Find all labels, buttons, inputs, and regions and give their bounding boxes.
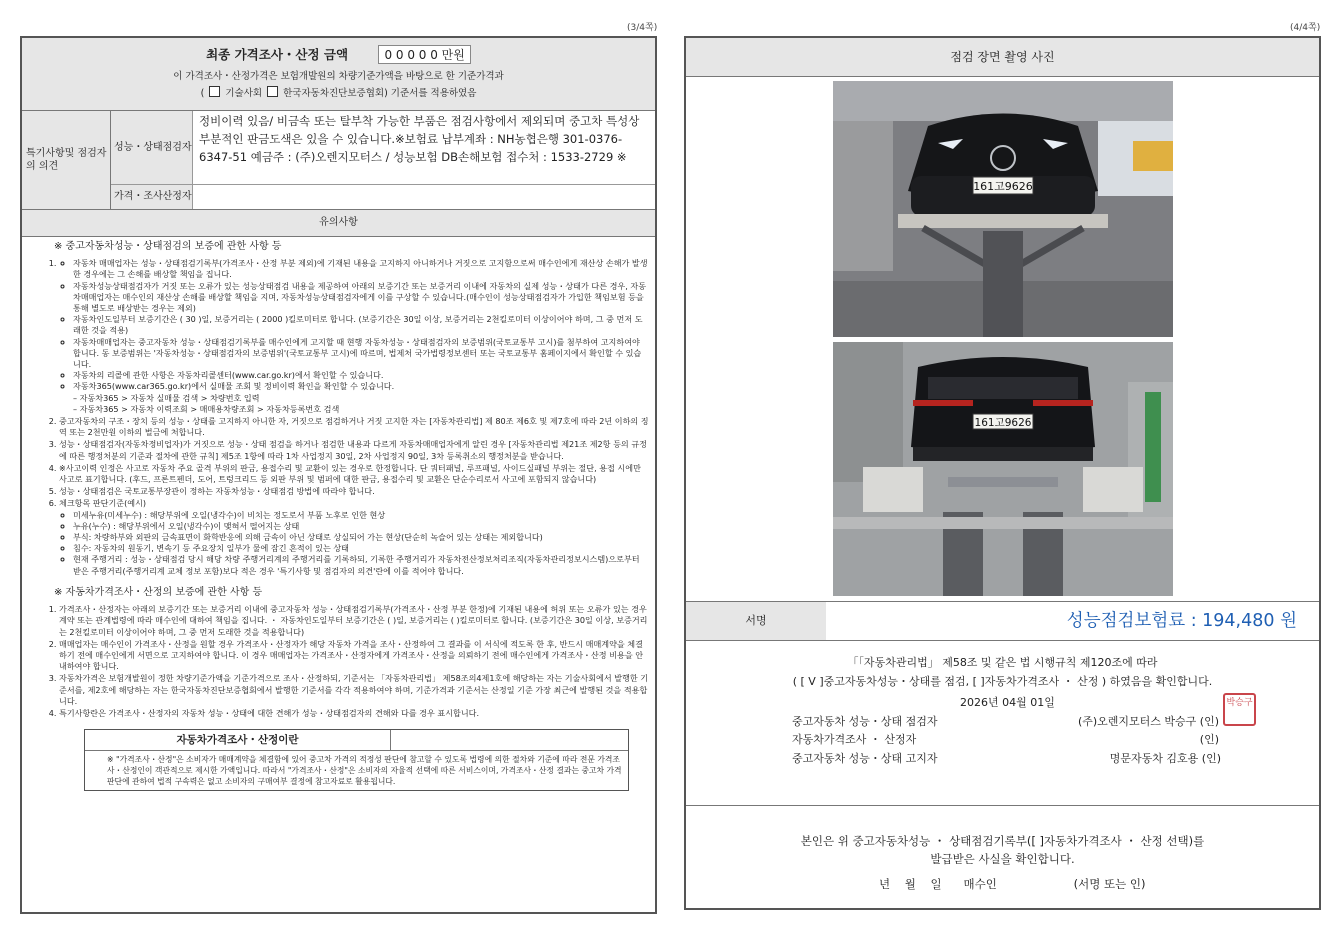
insurance-fee: 성능점검보험료 : 194,480 원 [826, 602, 1319, 640]
note-bullet: ◦ 누유(누수) : 해당부위에서 오일(냉각수)이 맺혀서 떨어지는 상태 [73, 521, 649, 532]
front-plate-text: 161고9626 [973, 180, 1033, 193]
price-header [22, 38, 655, 111]
page-number-left: (3/4쪽) [627, 23, 658, 33]
section2-item: 3. 자동차가격은 보험개발원이 정한 차량기준가액을 기준가격으로 조사・산정하되, 기준서는 「자동차관리법」 제58조의4제1호에 해당하는 자는 기술사회에서 발행한 기준서를, 제2호에 해당하는 자는 한국자동차진단보증협회에서 발행한 기준서를 각각 적용하여야 하며, 기준가격과 기준서는 산정일 기준 가장 최근에 발행된 것을 적용합니다. [59, 673, 649, 707]
notifier-value: 명문자동차 김호용 (인) [1109, 752, 1221, 765]
section1-item: 4. ※사고이력 인정은 사고로 자동차 주요 골격 부위의 판금, 용접수리 및 교환이 있는 경우로 한정합니다. 단 쿼터패널, 루프패널, 사이드실패널 부위는 절단, 용접 시에만 사고로 표기합니다. (후드, 프론트펜더, 도어, 트렁크리드 등 외판 부위 및 범퍼에 대한 판금, 용접수리 및 교환은 단순수리로서 사고에 포함되지 않습니다) [59, 463, 649, 485]
section1-item: 2. 중고자동차의 구조・장치 등의 성능・상태를 고지하지 아니한 자, 거짓으로 점검하거나 거짓 고지한 자는 [자동차관리법] 제 80조 제6호 및 제7호에 따라 2년 이하의 징역 또는 2천만원 이하의 벌금에 처합니다. [59, 416, 649, 438]
note-bullet: ◦ 침수: 자동차의 원동기, 변속기 등 주요장치 일부가 물에 잠긴 흔적이 있는 상태 [73, 543, 649, 554]
price-definition-box [84, 729, 629, 791]
rear-car-photo [833, 342, 1173, 596]
signature-label: 서명 [745, 614, 767, 627]
inspector-value: (주)오렌지모터스 박승구 (인) [1077, 715, 1219, 728]
front-car-photo [833, 81, 1173, 337]
note-bullet: ◦ 자동차성능상태점검자가 거짓 또는 오류가 있는 성능상태점검 내용을 제공하여 아래의 보증기간 또는 보증거리 이내에 자동차의 실제 성능・상태가 다른 경우, 자동차매매업자는 매수인의 재산상 손해를 배상할 책임을 지며, 자동차성능상태점검자에게 이를 구상할 수 있습니다.(매수인이 성능상태점검자가 가입한 책임보험 등을 통해 별도로 배상받는 경우는 제외) [73, 281, 649, 315]
signature-row [686, 602, 1319, 641]
certification-date: 2026년 04월 01일 [960, 696, 1055, 709]
checkbox-tech-society[interactable] [209, 86, 220, 97]
law-reference: 「「자동차관리법」 제58조 및 같은 법 시행규칙 제120조에 따라 [847, 656, 1158, 669]
buyer-confirmation-line1: 본인은 위 중고자동차성능 ・ 상태점검기록부([ ]자동차가격조사 ・ 산정 선택)를 [800, 834, 1205, 848]
certification-block [686, 641, 1319, 806]
note-bullet: ◦ 자동차365(www.car365.go.kr)에서 실매물 조회 및 정비이력 확인을 확인할 수 있습니다. – 자동차365 > 자동차 실매물 검색 > 차량번호 입력 – 자동차365 > 자동차 이력조회 > 매매용차량조회 > 자동차등록번호 검색 [73, 381, 649, 415]
note-bullet: ◦ 부식: 차량하부와 외판의 금속표면이 화학반응에 의해 금속이 아닌 상태로 상실되어 가는 현상(단순히 녹슬어 있는 상태는 제외합니다) [73, 532, 649, 543]
confirmation-line: ( [ V ]중고자동차성능・상태를 점검, [ ]자동차가격조사 ・ 산정 ) 하였음을 확인합니다. [792, 675, 1213, 688]
inspection-record-page-3 [20, 36, 657, 914]
perf-inspector-opinion: 정비이력 있음/ 비금속 또는 탈부착 가능한 부품은 점검사항에서 제외되며 중고차 특성상 부분적인 판금도색은 있을 수 있습니다.※보험료 납부계좌 : NH농협은행 301-0376-6347-51 예금주 : (주)오렌지모터스 / 성능보험 DB손해보험 접수처 : 1533-2729 ※ [193, 111, 655, 184]
checkbox-assoc[interactable] [267, 86, 278, 97]
note-bullet: ◦ 자동차매매업자는 중고자동차 성능・상태점검기록부를 매수인에게 고지할 때 현행 자동차성능・상태점검자의 보증범위(국토교통부 고시)를 첨부하여 고지하여야 합니다. 동 보증범위는 '자동차성능・상태점검자의 보증범위'(국토교통부 고시)에 따르며, 법제처 국가법령정보센터 또는 국토교통부 홈페이지에서 확인할 수 있습니다. [73, 337, 649, 371]
section1-title: ※ 중고자동차성능・상태점검의 보증에 관한 사항 등 [54, 241, 282, 252]
section2-list [44, 604, 649, 719]
notifier-label: 중고자동차 성능・상태 고지자 [792, 752, 938, 765]
price-appraiser-opinion [193, 185, 655, 209]
section1-list [44, 258, 649, 577]
opinion-section [22, 111, 655, 210]
perf-inspector-label: 성능・상태점검자 [111, 111, 193, 184]
inspector-label: 중고자동차 성능・상태 점검자 [792, 715, 938, 728]
inspection-record-page-4 [684, 36, 1321, 910]
appraiser-label: 자동차가격조사 ・ 산정자 [792, 733, 917, 746]
appraiser-value: (인) [1199, 733, 1219, 746]
photo-title: 점검 장면 촬영 사진 [686, 38, 1319, 77]
note-bullet: ◦ 자동차인도일부터 보증기간은 ( 30 )일, 보증거리는 ( 2000 )킬로미터로 합니다. (보증기간은 30일 이상, 보증거리는 2천킬로미터 이상이어야 하며, 그 중 먼저 도래한 것을 적용) [73, 314, 649, 336]
price-definition-text: ※ "가격조사・산정"은 소비자가 매매계약을 체결함에 있어 중고차 가격의 적정성 판단에 참고할 수 있도록 법령에 의한 절차와 기준에 따라 전문 가격조사・산정인이 객관적으로 제시한 가액입니다. 따라서 "가격조사・산정"은 소비자의 자율적 선택에 따른 서비스이며, 가격조사・산정 결과는 중고차 가격판단에 관하여 법적 구속력은 없고 소비자의 구매여부 결정에 참고자료로 활용됩니다. [107, 755, 622, 787]
seal-stamp: 박승구 [1223, 693, 1256, 726]
section1-item: 6. 체크항목 판단기준(예시) ◦ 미세누유(미세누수) : 해당부위에 오일(냉각수)이 비치는 정도로서 부품 노후로 인한 현상 ◦ 누유(누수) : 해당부위에서 오일(냉각수)이 맺혀서 떨어지는 상태 ◦ 부식: 차량하부와 외판의 금속표면이 화학반응에 의해 금속이 아닌 상태로 상실되어 가는 현상(단순히 녹슬어 있는 상태는 제외합니다) ◦ 침수: 자동차의 원동기, 변속기 등 주요장치 일부가 물에 잠긴 흔적이 있는 상태 ◦ 현재 주행거리 : 성능・상태점검 당시 해당 차량 주행거리계의 주행거리를 기록하되, 기록한 주행거리가 자동차전산정보처리조직(자동차관리정보시스템)으로부터 받은 주행거리(주행거리계 교체 정보 포함)보다 적은 경우 '특기사항 및 점검자의 의견'란에 이를 적어야 합니다. [59, 498, 649, 576]
section1-item [59, 258, 649, 415]
section1-item: 5. 성능・상태점검은 국토교통부장관이 정하는 자동차성능・상태점검 방법에 따라야 합니다. [59, 486, 649, 497]
price-amount: 0 0 0 0 0 만원 [378, 45, 470, 64]
note-sub: – 자동차365 > 자동차 이력조회 > 매매용차량조회 > 자동차등록번호 검색 [73, 403, 340, 414]
section2-title: ※ 자동차가격조사・산정의 보증에 관한 사항 등 [54, 586, 263, 598]
page-number-right: (4/4쪽) [1290, 23, 1321, 33]
section2-item: 4. 특기사항란은 가격조사・산정자의 자동차 성능・상태에 대한 견해가 성능・상태점검자의 견해와 다를 경우 표시합니다. [59, 708, 649, 719]
notes-title: 유의사항 [22, 210, 655, 237]
notes-body [22, 241, 655, 791]
price-definition-title: 자동차가격조사・산정이란 [85, 730, 391, 750]
note-bullet: ◦ 자동차의 리콜에 관한 사항은 자동차리콜센터(www.car.go.kr)에서 확인할 수 있습니다. [73, 370, 649, 381]
price-description: 이 가격조사・산정가격은 보험개발원의 차량기준가액을 바탕으로 한 기준가격과 [173, 71, 504, 82]
rear-plate-text: 161고9626 [974, 417, 1032, 429]
section2-item: 2. 매매업자는 매수인이 가격조사・산정을 원할 경우 가격조사・산정자가 해당 자동차 가격을 조사・산정하여 그 결과를 이 서식에 적도록 한 후, 반드시 매매계약을 체결하기 전에 매수인에게 서면으로 고지하여야 합니다. 이 경우 매매업자는 가격조사・산정자에게 가격조사・산정을 의뢰하기 전에 매수인에게 가격조사・산정 비용을 안내하여야 합니다. [59, 639, 649, 673]
note-sub: – 자동차365 > 자동차 실매물 검색 > 차량번호 입력 [73, 392, 260, 403]
price-title: 최종 가격조사・산정 금액 [206, 47, 349, 62]
price-basis: ( 기술사회 한국자동차진단보증협회) 기준서를 적용하였음 [200, 88, 477, 99]
buyer-signature-line: 년 월 일 매수인 (서명 또는 인) [879, 877, 1146, 891]
note-bullet: ◦ 현재 주행거리 : 성능・상태점검 당시 해당 차량 주행거리계의 주행거리를 기록하되, 기록한 주행거리가 자동차전산정보처리조직(자동차관리정보시스템)으로부터 받은 주행거리(주행거리계 교체 정보 포함)보다 적은 경우 '특기사항 및 점검자의 의견'란에 이를 적어야 합니다. [73, 554, 649, 576]
price-appraiser-label: 가격・조사산정자 [111, 185, 193, 209]
note-bullet: ◦ 1. 자동차 매매업자는 성능・상태점검기록부(가격조사・산정 부분 제외)에 기재된 내용을 고지하지 아니하거나 거짓으로 고지함으로써 매수인에게 재산상 손해가 발생한 경우에는 그 손해를 배상할 책임을 집니다. [73, 258, 649, 280]
photo-area [686, 77, 1319, 602]
buyer-confirmation-line2: 발급받은 사실을 확인합니다. [930, 852, 1075, 866]
buyer-confirmation [686, 806, 1319, 896]
section2-item: 1. 가격조사・산정자는 아래의 보증기간 또는 보증거리 이내에 중고자동차 성능・상태점검기록부(가격조사・산정 부분 한정)에 기재된 내용에 허위 또는 오류가 있는 경우 계약 또는 관계법령에 따라 매수인에 대하여 책임을 집니다. ・ 자동차인도일부터 보증기간은 ( )일, 보증거리는 ( )킬로미터로 합니다. (보증기간은 30일 이상, 보증거리는 2천킬로미터 이상이어야 하며, 그 중 먼저 도래한 것을 적용합니다) [59, 604, 649, 638]
section1-item: 3. 성능・상태점검자(자동차정비업자)가 거짓으로 성능・상태 점검을 하거나 점검한 내용과 다르게 자동차매매업자에게 알린 경우 [자동차관리법 제21조 제2항 등의 규정에 따른 행정처분의 기준과 절차에 관한 규칙] 제5조 1항에 따라 1차 사업정지 30일, 2차 사업정지 90일, 3차 등록취소의 행정처분을 받습니다. [59, 439, 649, 461]
opinion-label: 특기사항및 점검자의 의견 [22, 111, 111, 209]
note-bullet: ◦ 미세누유(미세누수) : 해당부위에 오일(냉각수)이 비치는 정도로서 부품 노후로 인한 현상 [73, 510, 649, 521]
